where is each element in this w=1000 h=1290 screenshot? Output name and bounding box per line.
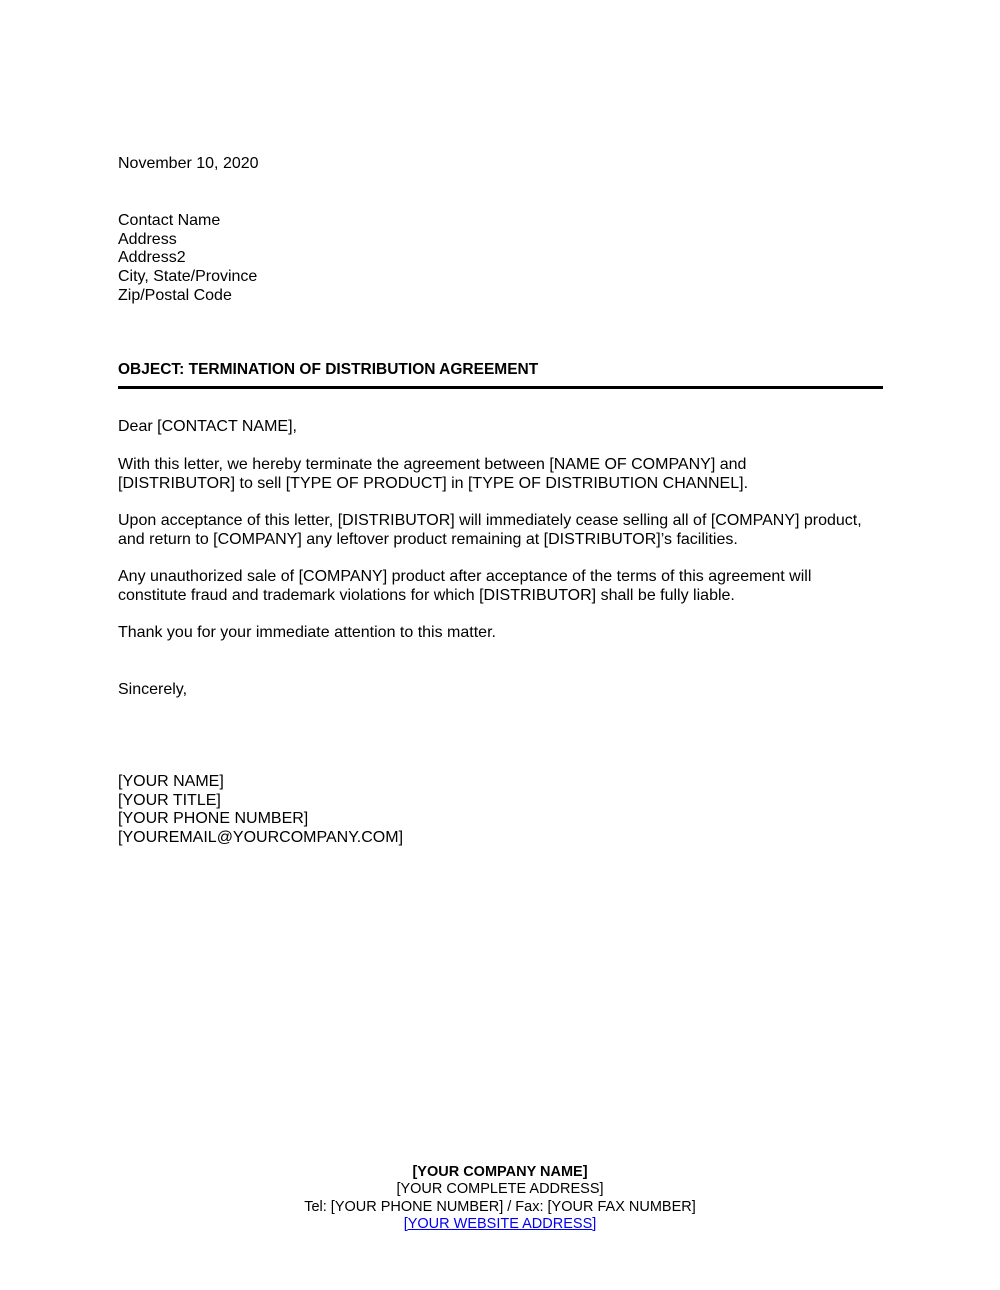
recipient-contact-name: Contact Name: [118, 212, 221, 229]
body-paragraph-3: [118, 568, 888, 605]
letter-date: [118, 155, 888, 174]
date-text: November 10, 2020: [118, 155, 259, 172]
recipient-address: Address: [118, 230, 177, 248]
recipient-city-state: City, State/Province: [118, 268, 258, 286]
subject-text: OBJECT: TERMINATION OF DISTRIBUTION AGREEMENT: [118, 361, 539, 378]
signature-block: [118, 773, 888, 848]
letter-subject: [118, 361, 888, 380]
letter-salutation: [118, 418, 888, 437]
paragraph-2-line-2: and return to [COMPANY] any leftover product remaining at [DISTRIBUTOR]’s facilities.: [118, 530, 738, 548]
paragraph-1-line-1: With this letter, we hereby terminate the agreement between [NAME OF COMPANY] and: [118, 456, 747, 473]
letter-closing: [118, 681, 888, 700]
body-paragraph-1: [118, 456, 888, 493]
footer-address: [YOUR COMPLETE ADDRESS]: [396, 1181, 604, 1198]
recipient-zip: Zip/Postal Code: [118, 286, 232, 304]
closing-text: Sincerely,: [118, 681, 188, 698]
paragraph-1-line-2: [DISTRIBUTOR] to sell [TYPE OF PRODUCT] in [TYPE OF DISTRIBUTION CHANNEL].: [118, 474, 749, 492]
footer-company-name: [YOUR COMPANY NAME]: [412, 1164, 588, 1180]
signature-email: [YOUREMAIL@YOURCOMPANY.COM]: [118, 829, 404, 847]
recipient-address-block: [118, 212, 888, 306]
paragraph-4-line-1: Thank you for your immediate attention to this matter.: [118, 624, 496, 641]
recipient-address2: Address2: [118, 249, 186, 267]
salutation-text: Dear [CONTACT NAME],: [118, 418, 297, 435]
body-paragraph-2: [118, 512, 888, 549]
company-footer: [0, 1164, 1000, 1233]
paragraph-3-line-2: constitute fraud and trademark violations for which [DISTRIBUTOR] shall be fully liable.: [118, 586, 735, 604]
signature-phone: [YOUR PHONE NUMBER]: [118, 810, 309, 828]
body-paragraph-4: [118, 624, 888, 643]
footer-website-link[interactable]: [YOUR WEBSITE ADDRESS]: [403, 1215, 597, 1232]
signature-name: [YOUR NAME]: [118, 773, 224, 790]
footer-tel-fax: Tel: [YOUR PHONE NUMBER] / Fax: [YOUR FAX NUMBER]: [304, 1198, 696, 1215]
paragraph-3-line-1: Any unauthorized sale of [COMPANY] product after acceptance of the terms of this agreement will: [118, 568, 812, 585]
signature-title: [YOUR TITLE]: [118, 791, 221, 809]
paragraph-2-line-1: Upon acceptance of this letter, [DISTRIBUTOR] will immediately cease selling all of [COMPANY] product,: [118, 512, 862, 529]
subject-divider: [118, 386, 883, 389]
